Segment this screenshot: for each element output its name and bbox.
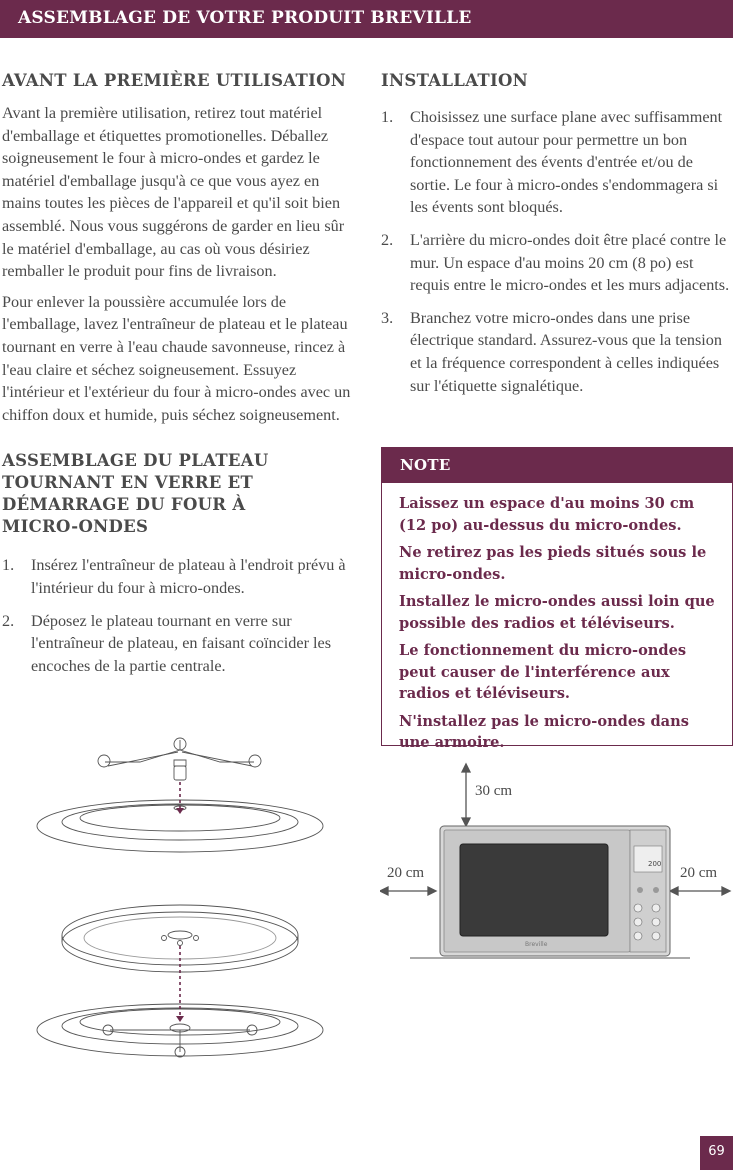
list-item: 2. Déposez le plateau tournant en verre sur l'entraîneur de plateau, en faisant coïncider les encoches de la partie centrale. bbox=[2, 611, 331, 675]
note-item: Laissez un espace d'au moins 30 cm (12 po) au-dessus du micro-ondes. bbox=[399, 495, 695, 534]
note-body bbox=[382, 483, 732, 754]
note-title: NOTE bbox=[382, 448, 732, 483]
note-item: Le fonctionnement du micro-ondes peut causer de l'interférence aux radios et téléviseurs. bbox=[399, 642, 687, 702]
section-title-first-use: AVANT LA PREMIÈRE UTILISATION bbox=[2, 71, 347, 90]
svg-text:200: 200 bbox=[648, 860, 662, 868]
glass-turntable-icon bbox=[62, 905, 298, 972]
left-clearance-label: 20 cm bbox=[387, 865, 425, 881]
roller-ring-icon bbox=[98, 738, 261, 780]
first-use-paragraph-2: Pour enlever la poussière accumulée lors de l'emballage, lavez l'entraîneur de plateau et le plateau tournant en verre à l'eau chaude savonneuse, rincez à l'eau claire et séchez soigneusement. Essuyez l'intérieur et l'extérieur du four à micro-ondes avec un chiffon doux et humide, puis séchez soigneusement. bbox=[2, 292, 351, 424]
installation-steps bbox=[381, 106, 733, 397]
turntable-illustration bbox=[30, 730, 330, 1070]
right-column bbox=[381, 70, 733, 407]
header-title: ASSEMBLAGE DE VOTRE PRODUIT BREVILLE bbox=[18, 8, 472, 28]
section-title-turntable: ASSEMBLAGE DU PLATEAU TOURNANT EN VERRE ET DÉMARRAGE DU FOUR À MICRO-ONDES bbox=[2, 451, 269, 537]
section-title-installation: INSTALLATION bbox=[381, 71, 529, 90]
turntable-steps bbox=[2, 554, 352, 677]
roller-ring-bottom-icon bbox=[103, 1024, 257, 1057]
left-column bbox=[2, 70, 352, 687]
list-item: 1. Choisissez une surface plane avec suffisamment d'espace tout autour pour permettre un bon fonctionnement des évents d'entrée et/ou de sortie. Le four à micro-ondes s'endommagera si les évents sont bloqués. bbox=[381, 108, 723, 217]
note-box bbox=[381, 447, 733, 751]
header-bar bbox=[0, 0, 733, 38]
list-item: 1. Insérez l'entraîneur de plateau à l'endroit prévu à l'intérieur du four à micro-ondes. bbox=[2, 556, 346, 597]
microwave-icon bbox=[440, 826, 670, 956]
page-number: 69 bbox=[700, 1136, 733, 1170]
first-use-paragraph-1: Avant la première utilisation, retirez tout matériel d'emballage et étiquettes promotionelles. Déballez soigneusement le four à micro-ondes et gardez le matériel d'emballage jusqu'à ce que vous ayez en mains toutes les pièces de l'appareil et qu'il soit bien assemblé. Nous vous suggérons de garder en lieu sûr le matériel d'emballage, au cas où vous désiriez remballer le produit pour fins de livraison. bbox=[2, 104, 345, 281]
list-item: 2. L'arrière du micro-ondes doit être placé contre le mur. Un espace d'au moins 20 cm (8 po) est requis entre le micro-ondes et les murs adjacents. bbox=[381, 230, 730, 295]
svg-text:Breville: Breville bbox=[525, 941, 548, 948]
list-item: 3. Branchez votre micro-ondes dans une prise électrique standard. Assurez-vous que la tension et la fréquence correspondent à celles indiquées sur l'étiquette signalétique. bbox=[381, 308, 722, 395]
note-item: Installez le micro-ondes aussi loin que possible des radios et téléviseurs. bbox=[399, 593, 715, 632]
note-item: N'installez pas le micro-ondes dans une armoire. bbox=[399, 712, 689, 751]
top-clearance-label: 30 cm bbox=[475, 783, 513, 799]
note-item: Ne retirez pas les pieds situés sous le micro-ondes. bbox=[399, 544, 707, 583]
right-clearance-label: 20 cm bbox=[680, 865, 718, 881]
